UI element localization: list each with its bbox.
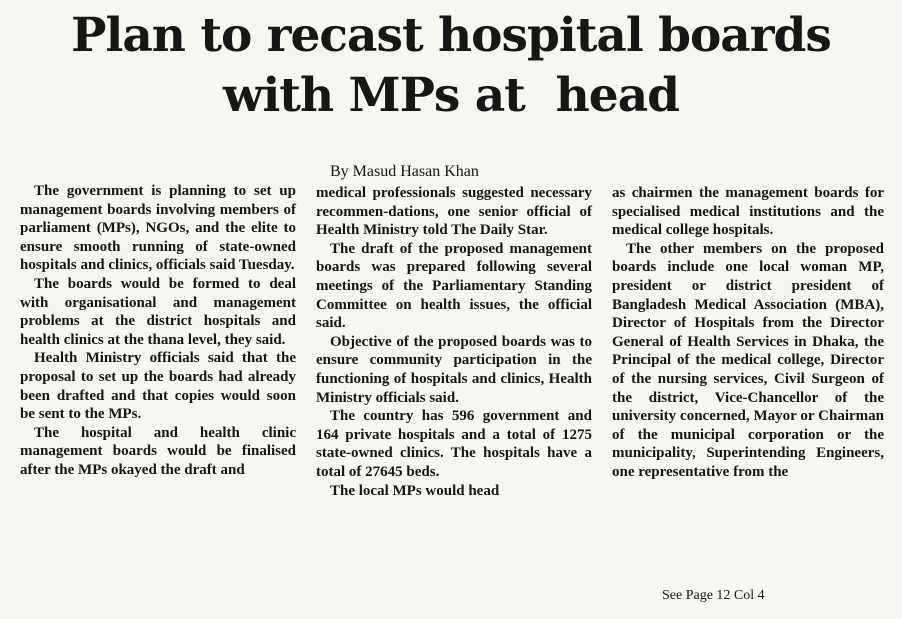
article-column-2 <box>316 184 592 500</box>
headline-line-1: Plan to recast hospital boards <box>71 8 831 63</box>
paragraph: The local MPs would head <box>330 482 500 499</box>
headline-line-2: with MPs at head <box>222 68 680 123</box>
paragraph: as chairmen the management boards for specialised medical institutions and the medical college hospitals. <box>612 185 884 239</box>
headline <box>0 6 902 126</box>
paragraph: The boards would be formed to deal with organisational and management problems at the district hospitals and health clinics at the thana level, they said. <box>20 275 296 348</box>
byline: By Masud Hasan Khan <box>330 163 479 180</box>
paragraph: Health Ministry officials said that the proposal to set up the boards had already been drafted and that copies would soon be sent to the MPs. <box>20 350 296 423</box>
paragraph: Objective of the proposed boards was to ensure community participation in the functioning of hospitals and clinics, Health Ministry officials said. <box>316 333 592 406</box>
paragraph: The country has 596 government and 164 private hospitals and a total of 1275 state-owned clinics. The hospitals have a total of 27645 beds. <box>316 408 592 480</box>
paragraph: medical professionals suggested necessary recommen-dations, one senior official of Health Ministry told The Daily Star. <box>316 185 592 239</box>
paragraph: The draft of the proposed management boards was prepared following several meetings of the Parliamentary Standing Committee on health issues, the official said. <box>316 240 592 332</box>
continuation-note: See Page 12 Col 4 <box>662 588 765 603</box>
paragraph: The government is planning to set up management boards involving members of parliament (MPs), NGOs, and the elite to ensure smooth running of state-owned hospitals and clinics, officials said Tuesday. <box>20 183 296 274</box>
article-column-1 <box>20 182 296 480</box>
paragraph: The other members on the proposed boards include one local woman MP, president or district president of Bangladesh Medical Association (MBA), Director of Hospitals from the Director General of Health Services in Dhaka, the Principal of the medical college, Director of the nursing services, Civil Surgeon of the district, Vice-Chancellor of the university concerned, Mayor or Chairman of the municipal corporation or the municipality, Superintending Engineers, one representative from the <box>612 240 884 480</box>
paragraph: The hospital and health clinic management boards would be finalised after the MPs okayed the draft and <box>20 424 296 478</box>
article-column-3 <box>612 184 884 482</box>
